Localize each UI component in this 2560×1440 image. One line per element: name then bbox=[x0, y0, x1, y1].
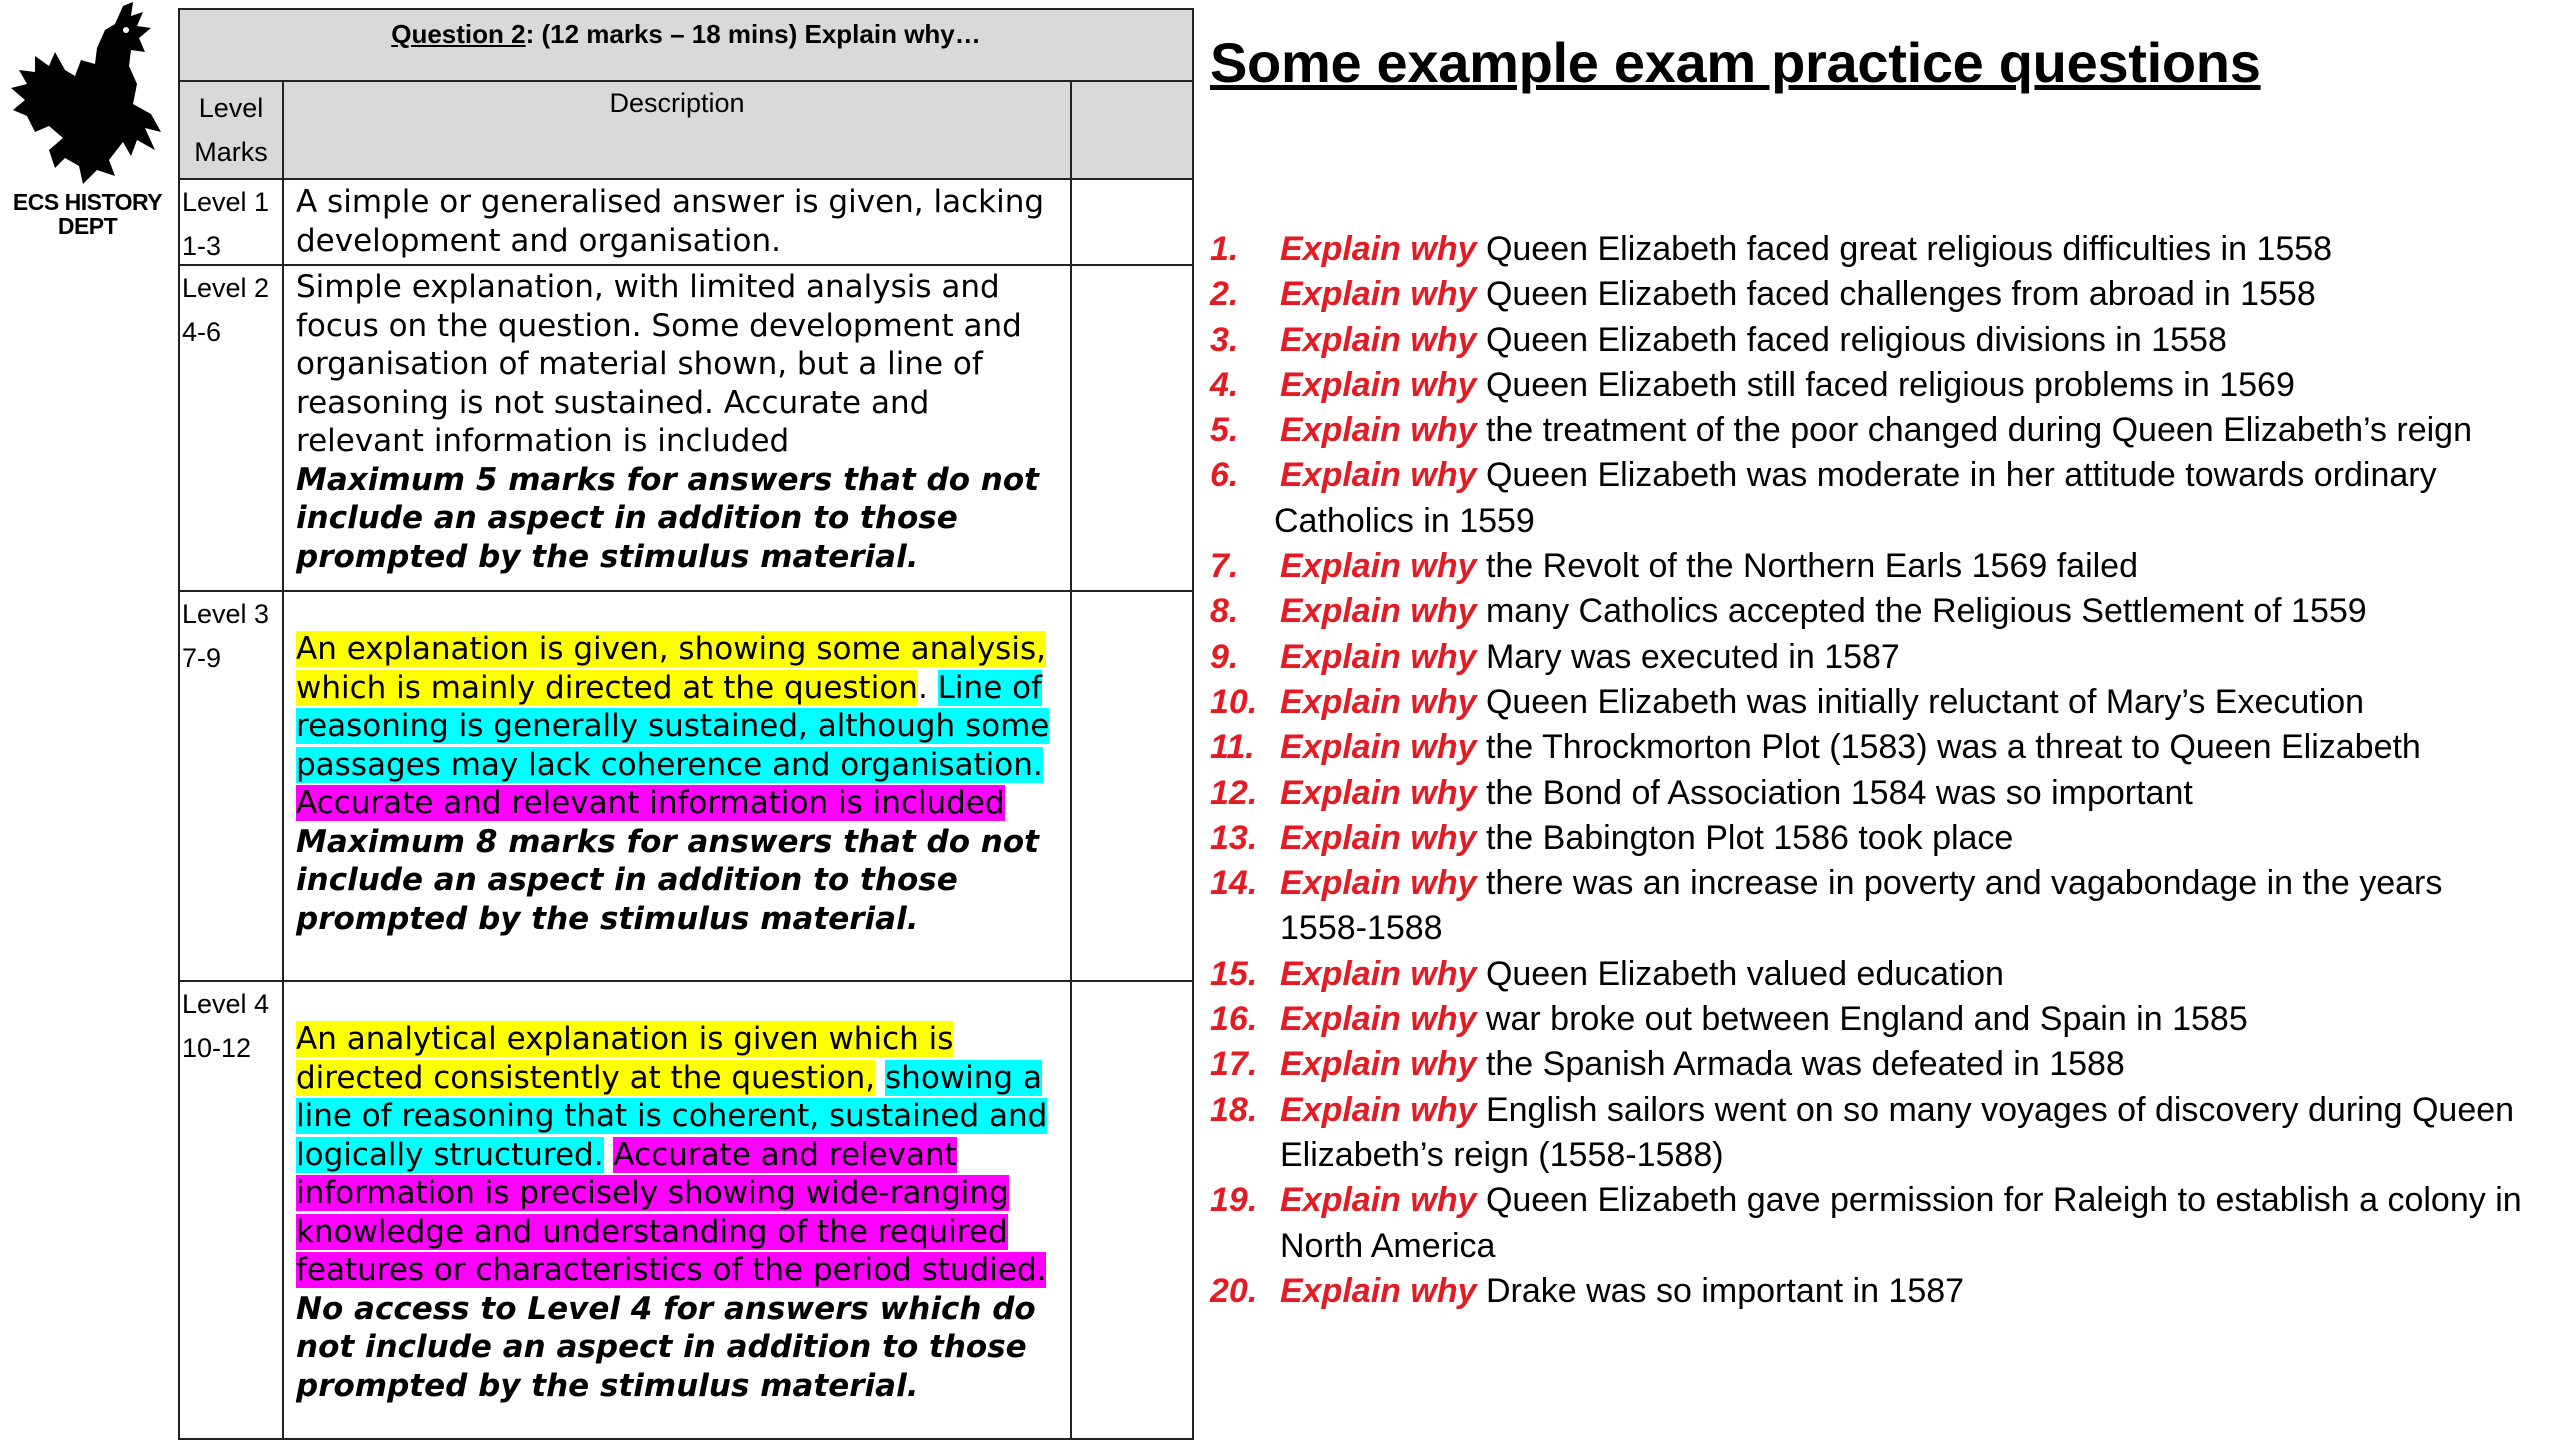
column-header-level-line2: Marks bbox=[194, 137, 268, 167]
blank-cell bbox=[1072, 266, 1192, 590]
list-item bbox=[1210, 680, 2550, 725]
highlight-yellow-text: An analytical explanation is given which is directed consistently at the question, bbox=[296, 1021, 954, 1096]
question-text-continuation: Elizabeth’s reign (1558-1588) bbox=[1280, 1135, 1724, 1174]
question-text: Queen Elizabeth faced challenges from abroad in 1558 bbox=[1476, 275, 2316, 314]
list-item bbox=[1210, 544, 2550, 589]
level-cell bbox=[180, 180, 284, 264]
list-item bbox=[1210, 318, 2550, 363]
explain-why-lead: Explain why bbox=[1280, 682, 1477, 721]
list-item bbox=[1210, 589, 2550, 634]
mark-scheme-table bbox=[178, 8, 1194, 1440]
explain-why-lead: Explain why bbox=[1280, 411, 1477, 450]
question-text: Drake was so important in 1587 bbox=[1476, 1271, 1965, 1310]
explain-why-lead: Explain why bbox=[1280, 728, 1477, 767]
level-cell bbox=[180, 592, 284, 980]
description-cell bbox=[284, 982, 1072, 1438]
list-item bbox=[1210, 1178, 2550, 1269]
question-number: 2. bbox=[1210, 275, 1239, 314]
logo-text-line2: DEPT bbox=[57, 213, 118, 239]
level-label: Level 2 bbox=[182, 273, 270, 303]
explain-why-lead: Explain why bbox=[1280, 773, 1477, 812]
question-number: 20. bbox=[1210, 1271, 1258, 1310]
question-text: Queen Elizabeth was moderate in her attitude towards ordinary bbox=[1476, 456, 2437, 495]
question-text: war broke out between England and Spain in 1585 bbox=[1476, 1000, 2248, 1039]
maximum-marks-note: Maximum 5 marks for answers that do not include an aspect in addition to those prompted by the stimulus material. bbox=[296, 461, 1039, 575]
level-marks: 7-9 bbox=[182, 643, 222, 673]
question-number: 17. bbox=[1210, 1045, 1258, 1084]
table-row-level-2 bbox=[180, 266, 1192, 592]
highlight-cyan-text: showing a line of reasoning that is coherent, sustained and logically structured. bbox=[296, 1059, 1048, 1173]
question-number: 6. bbox=[1210, 456, 1239, 495]
description-text bbox=[296, 630, 1066, 823]
explain-why-lead: Explain why bbox=[1280, 1181, 1477, 1220]
question-number: 18. bbox=[1210, 1090, 1258, 1129]
list-item bbox=[1210, 997, 2550, 1042]
description-text bbox=[296, 1020, 1066, 1290]
highlight-magenta-text: Accurate and relevant information is precisely showing wide-ranging knowledge and understanding of the required features or characteristics of the period studied. bbox=[296, 1136, 1047, 1288]
question-number: 7. bbox=[1210, 547, 1239, 586]
description-cell bbox=[284, 266, 1072, 590]
description-cell bbox=[284, 180, 1072, 264]
explain-why-lead: Explain why bbox=[1280, 365, 1477, 404]
highlight-cyan-text: Line of reasoning is generally sustained, although some passages may lack coherence and organisation. bbox=[296, 669, 1050, 783]
list-item bbox=[1210, 227, 2550, 272]
question-text: the Throckmorton Plot (1583) was a threat to Queen Elizabeth bbox=[1476, 728, 2421, 767]
question-text: the Bond of Association 1584 was so important bbox=[1476, 773, 2193, 812]
question-text: there was an increase in poverty and vagabondage in the years bbox=[1476, 864, 2443, 903]
list-item bbox=[1210, 1042, 2550, 1087]
maximum-marks-note: Maximum 8 marks for answers that do not include an aspect in addition to those prompted by the stimulus material. bbox=[296, 823, 1039, 937]
list-item bbox=[1210, 363, 2550, 408]
question-number: 15. bbox=[1210, 954, 1258, 993]
level-cell bbox=[180, 266, 284, 590]
question-text: English sailors went on so many voyages of discovery during Queen bbox=[1476, 1090, 2515, 1129]
question-text-continuation: North America bbox=[1280, 1226, 1496, 1265]
level-cell bbox=[180, 982, 284, 1438]
explain-why-lead: Explain why bbox=[1280, 456, 1477, 495]
question-text: the Babington Plot 1586 took place bbox=[1476, 818, 2014, 857]
level-label: Level 1 bbox=[182, 187, 270, 217]
column-header-blank bbox=[1072, 82, 1192, 180]
question-header bbox=[180, 10, 1192, 82]
question-number: 13. bbox=[1210, 818, 1258, 857]
question-number: 14. bbox=[1210, 864, 1258, 903]
blank-cell bbox=[1072, 592, 1192, 980]
explain-why-lead: Explain why bbox=[1280, 320, 1477, 359]
level-marks: 4-6 bbox=[182, 317, 222, 347]
list-item bbox=[1210, 272, 2550, 317]
blank-cell bbox=[1072, 180, 1192, 264]
question-text: Queen Elizabeth was initially reluctant of Mary’s Execution bbox=[1476, 682, 2365, 721]
question-text: the treatment of the poor changed during Queen Elizabeth’s reign bbox=[1476, 411, 2472, 450]
level-4-access-note: No access to Level 4 for answers which do not include an aspect in addition to those prompted by the stimulus material. bbox=[296, 1290, 1036, 1404]
explain-why-lead: Explain why bbox=[1280, 547, 1477, 586]
explain-why-lead: Explain why bbox=[1280, 1090, 1477, 1129]
question-text-continuation: 1558-1588 bbox=[1280, 909, 1443, 948]
explain-why-lead: Explain why bbox=[1280, 1271, 1477, 1310]
question-text: the Spanish Armada was defeated in 1588 bbox=[1476, 1045, 2125, 1084]
table-row-level-1 bbox=[180, 180, 1192, 266]
list-item bbox=[1210, 952, 2550, 997]
column-header-description: Description bbox=[284, 82, 1072, 180]
question-number: 8. bbox=[1210, 592, 1239, 631]
highlight-yellow-text: An explanation is given, showing some analysis, which is mainly directed at the question bbox=[296, 631, 1046, 706]
explain-why-lead: Explain why bbox=[1280, 818, 1477, 857]
question-number: 10. bbox=[1210, 682, 1258, 721]
question-number: 12. bbox=[1210, 773, 1258, 812]
question-text: many Catholics accepted the Religious Settlement of 1559 bbox=[1476, 592, 2367, 631]
list-item bbox=[1210, 1269, 2550, 1314]
level-label: Level 4 bbox=[182, 989, 270, 1019]
rampant-beast-crest-icon bbox=[5, 0, 165, 190]
question-detail: : (12 marks – 18 mins) Explain why… bbox=[525, 19, 981, 49]
logo-text-line1: ECS HISTORY bbox=[12, 189, 163, 215]
explain-why-lead: Explain why bbox=[1280, 592, 1477, 631]
explain-why-lead: Explain why bbox=[1280, 864, 1477, 903]
list-item bbox=[1210, 1088, 2550, 1179]
explain-why-lead: Explain why bbox=[1280, 1000, 1477, 1039]
department-logo bbox=[0, 0, 175, 250]
question-number: 19. bbox=[1210, 1181, 1258, 1220]
column-header-level-line1: Level bbox=[198, 93, 264, 123]
question-text: Queen Elizabeth valued education bbox=[1476, 954, 2004, 993]
plain-text: . bbox=[917, 669, 938, 706]
column-header-level bbox=[180, 82, 284, 180]
list-item bbox=[1210, 635, 2550, 680]
list-item bbox=[1210, 771, 2550, 816]
list-item bbox=[1210, 816, 2550, 861]
level-label: Level 3 bbox=[182, 599, 270, 629]
question-text: Queen Elizabeth faced religious divisions in 1558 bbox=[1476, 320, 2227, 359]
explain-why-lead: Explain why bbox=[1280, 637, 1477, 676]
list-item bbox=[1210, 861, 2550, 952]
level-marks: 10-12 bbox=[182, 1033, 252, 1063]
question-number: 9. bbox=[1210, 637, 1239, 676]
explain-why-lead: Explain why bbox=[1280, 230, 1477, 268]
table-row-level-4 bbox=[180, 982, 1192, 1438]
plain-text-2 bbox=[604, 1137, 614, 1173]
practice-question-list bbox=[1210, 227, 2550, 1314]
explain-why-lead: Explain why bbox=[1280, 1045, 1477, 1084]
table-row-level-3 bbox=[180, 592, 1192, 982]
blank-cell bbox=[1072, 982, 1192, 1438]
question-number: 3. bbox=[1210, 320, 1239, 359]
explain-why-lead: Explain why bbox=[1280, 954, 1477, 993]
question-number: 11. bbox=[1210, 728, 1255, 767]
question-text: Mary was executed in 1587 bbox=[1476, 637, 1900, 676]
description-text: A simple or generalised answer is given, lacking development and organisation. bbox=[296, 184, 1045, 259]
description-cell bbox=[284, 592, 1072, 980]
question-text: Queen Elizabeth still faced religious problems in 1569 bbox=[1476, 365, 2295, 404]
question-number: Question 2 bbox=[391, 19, 526, 49]
level-marks: 1-3 bbox=[182, 231, 222, 261]
question-number: 4. bbox=[1210, 365, 1239, 404]
question-text: the Revolt of the Northern Earls 1569 failed bbox=[1476, 547, 2138, 586]
question-number: 1. bbox=[1210, 230, 1239, 268]
list-item bbox=[1210, 453, 2550, 544]
question-text: Queen Elizabeth gave permission for Raleigh to establish a colony in bbox=[1476, 1181, 2522, 1220]
list-item bbox=[1210, 408, 2550, 453]
plain-text bbox=[875, 1060, 885, 1096]
highlight-magenta-text: Accurate and relevant information is included bbox=[296, 785, 1005, 821]
explain-why-lead: Explain why bbox=[1280, 275, 1477, 314]
question-number: 5. bbox=[1210, 411, 1239, 450]
description-text: Simple explanation, with limited analysis and focus on the question. Some development and organisation of material shown, but a line of reasoning is not sustained. Accurate and relevant information is included bbox=[296, 269, 1022, 459]
question-text: Queen Elizabeth faced great religious difficulties in 1558 bbox=[1476, 230, 2333, 268]
question-number: 16. bbox=[1210, 1000, 1258, 1039]
question-text-continuation: Catholics in 1559 bbox=[1274, 501, 1535, 540]
list-item bbox=[1210, 725, 2550, 770]
page-title: Some example exam practice questions bbox=[1210, 31, 2261, 94]
